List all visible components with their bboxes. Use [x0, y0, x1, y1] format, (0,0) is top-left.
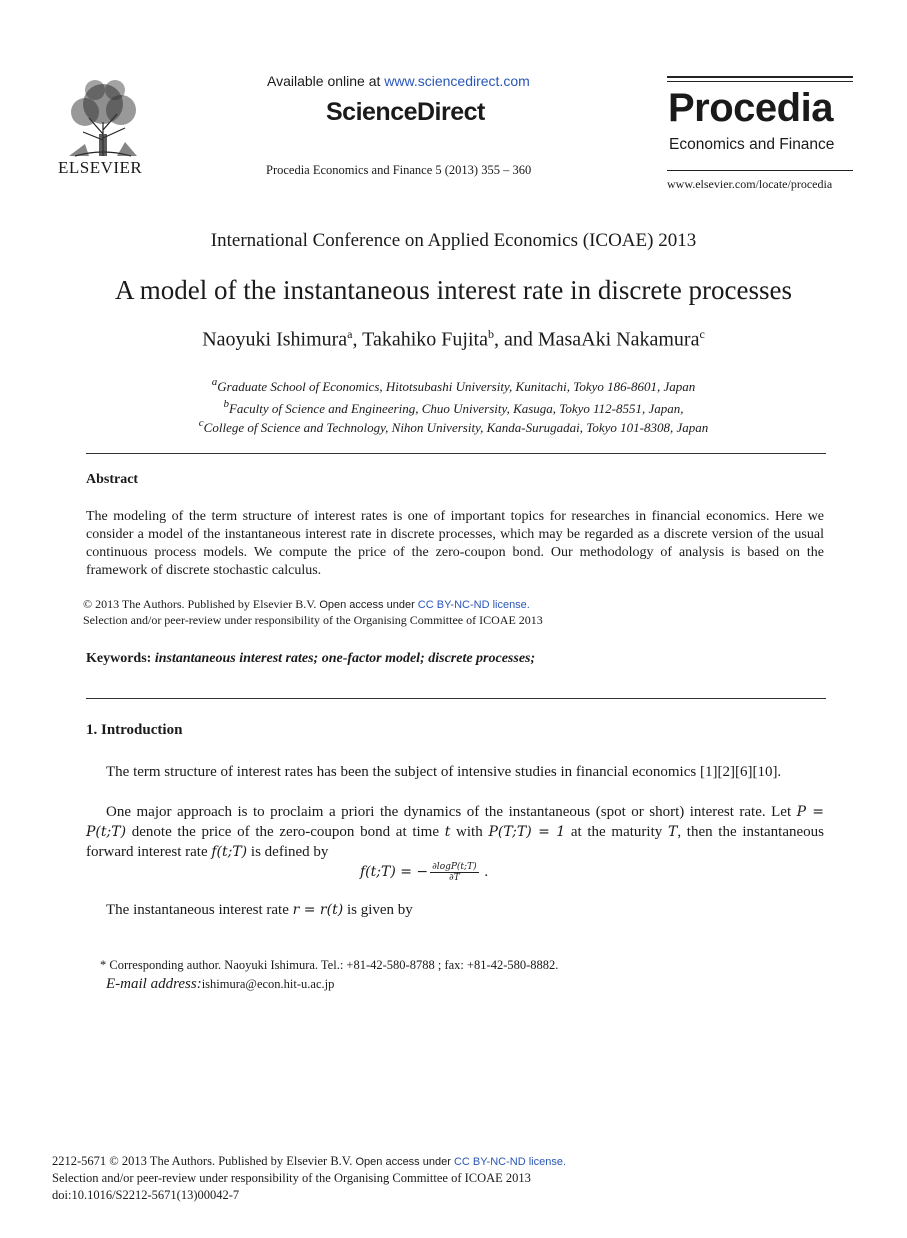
elsevier-wordmark: ELSEVIER	[58, 158, 143, 177]
sciencedirect-logo: ScienceDirect	[326, 98, 485, 126]
copyright-line	[83, 597, 530, 612]
procedia-url-link[interactable]: www.elsevier.com/locate/procedia	[667, 177, 833, 191]
author-sep: ,	[352, 328, 363, 351]
text: at the maturity	[565, 824, 668, 840]
text: is defined by	[247, 844, 329, 860]
forward-rate-formula	[360, 862, 488, 883]
formula-denominator: ∂T	[449, 873, 460, 883]
keywords-list: instantaneous interest rates; one-factor model; discrete processes;	[154, 651, 536, 666]
procedia-rule-top-thin	[667, 81, 853, 82]
copyright-text: © 2013 The Authors. Published by Elsevier B.V.	[83, 597, 320, 611]
corresponding-author-note: * Corresponding author. Naoyuki Ishimura. Tel.: +81-42-580-8788 ; fax: +81-42-580-8882.	[100, 958, 559, 972]
procedia-rule-bottom	[667, 170, 853, 171]
text: The instantaneous interest rate	[106, 902, 293, 918]
procedia-logo: Procedia	[668, 86, 833, 130]
email-note	[106, 976, 334, 993]
affiliation-sup: c	[198, 417, 204, 429]
text: denote the price of the zero-coupon bond at time	[126, 824, 445, 840]
author-sup: c	[699, 327, 705, 341]
email-address[interactable]: ishimura@econ.hit-u.ac.jp	[201, 977, 335, 991]
text: with	[450, 824, 489, 840]
math: t	[444, 824, 451, 840]
affiliation-sup: b	[223, 398, 229, 410]
author-name: MasaAki Nakamura	[537, 328, 700, 351]
affiliation	[0, 376, 907, 395]
text: is given by	[343, 902, 413, 918]
math: P(T;T) = 1	[488, 824, 566, 840]
available-online	[267, 73, 530, 89]
math: T	[667, 824, 678, 840]
email-label: E-mail address:	[106, 976, 202, 992]
selection-line: Selection and/or peer-review under responsibility of the Organising Committee of ICOAE 2013	[83, 613, 543, 627]
abstract-body: The modeling of the term structure of interest rates is one of important topics for researches in financial economics. Here we consider a model of the instantaneous interest rate in discrete processes, which may be regarded as a discrete version of the usual continuous process models. We compute the price of the zero-coupon bond. Our methodology of analysis is based on the framework of discrete stochastic calculus.	[86, 509, 824, 578]
section-divider	[86, 453, 826, 454]
formula-numerator: ∂logP(t;T)	[432, 862, 477, 872]
abstract-heading: Abstract	[86, 472, 139, 487]
sciencedirect-link[interactable]: www.sciencedirect.com	[384, 73, 530, 89]
math: r = r(t)	[292, 902, 344, 918]
paragraph	[86, 902, 413, 919]
paper-title: A model of the instantaneous interest rate in discrete processes	[114, 275, 793, 305]
section-heading: 1. Introduction	[86, 722, 183, 738]
journal-reference: Procedia Economics and Finance 5 (2013) 355 – 360	[266, 163, 532, 177]
available-prefix: Available online at	[267, 73, 385, 89]
paragraph	[86, 802, 824, 862]
formula-fraction	[430, 862, 478, 883]
affiliation-text: Graduate School of Economics, Hitotsubashi University, Kunitachi, Tokyo 186-8601, Japan	[217, 379, 696, 394]
author-name: Naoyuki Ishimura	[202, 328, 348, 351]
footer-copyright-text: 2212-5671 © 2013 The Authors. Published by Elsevier B.V.	[52, 1154, 356, 1168]
open-access-text: Open access under	[319, 599, 418, 611]
formula-lhs: f(t;T) = −	[360, 863, 429, 880]
paragraph: The term structure of interest rates has been the subject of intensive studies in financial economics [1][2][6][10].	[106, 764, 782, 780]
affiliation	[0, 417, 907, 436]
affiliation-text: College of Science and Technology, Nihon University, Kanda-Surugadai, Tokyo 101-8308, Japan	[203, 420, 709, 435]
footer-selection: Selection and/or peer-review under responsibility of the Organising Committee of ICOAE 2013	[52, 1171, 531, 1185]
math: f(t;T)	[211, 844, 248, 860]
affiliation	[0, 398, 907, 417]
author-sup: b	[487, 327, 494, 341]
conference-name: International Conference on Applied Economics (ICOAE) 2013	[210, 230, 697, 251]
footer-doi[interactable]: doi:10.1016/S2212-5671(13)00042-7	[52, 1188, 240, 1202]
author-name: Takahiko Fujita	[362, 328, 488, 351]
open-access-text: Open access under	[355, 1156, 454, 1168]
text: , then the instantaneous forward interest rate	[86, 824, 824, 860]
keywords	[86, 651, 535, 667]
author-list	[0, 327, 907, 352]
text: One major approach is to proclaim a priori the dynamics of the instantaneous (spot or short) interest rate. Let	[106, 804, 797, 820]
license-link[interactable]: CC BY-NC-ND license.	[417, 599, 530, 611]
procedia-subtitle: Economics and Finance	[669, 136, 835, 153]
section-divider	[86, 698, 826, 699]
affiliation-text: Faculty of Science and Engineering, Chuo University, Kasuga, Tokyo 112-8551, Japan,	[228, 401, 684, 416]
license-link[interactable]: CC BY-NC-ND license.	[453, 1156, 566, 1168]
author-sep: , and	[493, 328, 538, 351]
procedia-rule-top	[667, 76, 853, 78]
keywords-label: Keywords:	[86, 651, 155, 666]
footer-copyright	[52, 1154, 566, 1169]
formula-end: .	[480, 863, 489, 880]
author-sup: a	[347, 327, 353, 341]
math: P = P(t;T)	[86, 804, 824, 840]
affiliation-sup: a	[211, 376, 218, 388]
